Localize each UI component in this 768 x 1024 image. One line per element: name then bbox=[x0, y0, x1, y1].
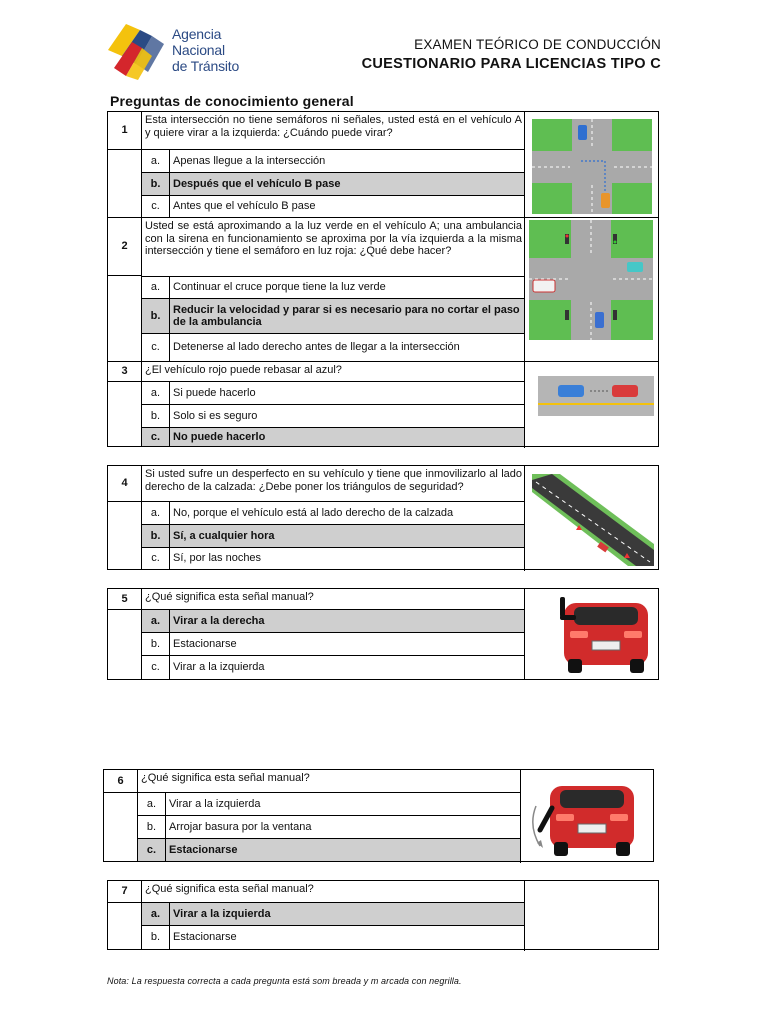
footnote: Nota: La respuesta correcta a cada pregunta está som breada y m arcada con negrilla. bbox=[107, 976, 462, 986]
option-letter: c. bbox=[141, 333, 170, 362]
intersection-diagram-2 bbox=[529, 220, 653, 340]
option-text-correct: Estacionarse bbox=[165, 838, 521, 862]
option-text: Si puede hacerlo bbox=[169, 381, 525, 405]
question-7 bbox=[107, 880, 659, 950]
option-text: Virar a la izquierda bbox=[165, 792, 521, 816]
option-text: Detenerse al lado derecho antes de llegar a la intersección bbox=[169, 333, 525, 362]
intersection-diagram-1 bbox=[532, 119, 652, 214]
option-letter-correct: b. bbox=[141, 524, 170, 548]
option-text: Continuar el cruce porque tiene la luz verde bbox=[169, 276, 525, 299]
option-letter: a. bbox=[137, 792, 166, 816]
option-letter-correct: c. bbox=[141, 427, 170, 447]
option-text: Sí, por las noches bbox=[169, 547, 525, 570]
question-text: ¿Qué significa esta señal manual? bbox=[137, 770, 521, 793]
exam-title: EXAMEN TEÓRICO DE CONDUCCIÓN bbox=[414, 37, 661, 52]
option-letter-correct: b. bbox=[141, 172, 170, 196]
logo-emblem bbox=[106, 20, 168, 82]
option-text: No, porque el vehículo está al lado derecho de la calzada bbox=[169, 501, 525, 525]
option-text-correct: Virar a la derecha bbox=[169, 609, 525, 633]
option-text: Apenas llegue a la intersección bbox=[169, 149, 525, 173]
question-number: 3 bbox=[108, 362, 142, 382]
road-overtake-diagram bbox=[538, 376, 654, 416]
option-letter: a. bbox=[141, 501, 170, 525]
question-5 bbox=[107, 588, 659, 680]
option-text: Solo si es seguro bbox=[169, 404, 525, 428]
question-number: 1 bbox=[108, 112, 142, 150]
option-letter-correct: b. bbox=[141, 298, 170, 334]
logo-text-line2: Nacional bbox=[172, 42, 225, 58]
option-letter: b. bbox=[141, 632, 170, 656]
logo-text-line1: Agencia bbox=[172, 26, 222, 42]
option-text-correct: Después que el vehículo B pase bbox=[169, 172, 525, 196]
question-2 bbox=[107, 217, 659, 362]
question-1 bbox=[107, 111, 659, 218]
car-hand-signal-stop-image bbox=[528, 776, 646, 860]
option-letter-correct: a. bbox=[141, 902, 170, 926]
question-number: 4 bbox=[108, 466, 142, 502]
option-text: Estacionarse bbox=[169, 925, 525, 950]
question-text: Usted se está aproximando a la luz verde en el vehículo A; una ambulancia con la sirena en funcionamiento se aproxima por la vía izquierda a la misma intersección y tiene el semáforo en luz roja: ¿Qué debe hacer? bbox=[141, 218, 525, 277]
car-hand-signal-right-image bbox=[550, 593, 660, 677]
option-text-correct: No puede hacerlo bbox=[169, 427, 525, 447]
question-4 bbox=[107, 465, 659, 570]
option-letter-correct: a. bbox=[141, 609, 170, 633]
question-number: 2 bbox=[108, 218, 142, 276]
agency-logo bbox=[106, 20, 246, 82]
option-text-correct: Sí, a cualquier hora bbox=[169, 524, 525, 548]
exam-subtitle: CUESTIONARIO PARA LICENCIAS TIPO C bbox=[361, 56, 661, 72]
option-text-correct: Reducir la velocidad y parar si es necesario para no cortar el paso de la ambulancia bbox=[169, 298, 525, 334]
section-title: Preguntas de conocimiento general bbox=[110, 93, 354, 109]
question-text: Si usted sufre un desperfecto en su vehículo y tiene que inmovilizarlo al lado derecho de la calzada: ¿Debe poner los triángulos de seguridad? bbox=[141, 466, 525, 502]
question-text: ¿El vehículo rojo puede rebasar al azul? bbox=[141, 362, 525, 382]
option-letter: a. bbox=[141, 149, 170, 173]
option-text-correct: Virar a la izquierda bbox=[169, 902, 525, 926]
option-letter: a. bbox=[141, 381, 170, 405]
option-text: Antes que el vehículo B pase bbox=[169, 195, 525, 218]
question-number: 6 bbox=[104, 770, 138, 793]
option-letter: b. bbox=[137, 815, 166, 839]
question-number: 7 bbox=[108, 881, 142, 903]
question-3 bbox=[107, 361, 659, 447]
question-number: 5 bbox=[108, 589, 142, 610]
question-6 bbox=[103, 769, 654, 862]
question-text: ¿Qué significa esta señal manual? bbox=[141, 589, 525, 610]
option-letter: b. bbox=[141, 404, 170, 428]
option-letter: c. bbox=[141, 655, 170, 680]
option-letter: b. bbox=[141, 925, 170, 950]
option-letter: c. bbox=[141, 547, 170, 570]
option-letter: a. bbox=[141, 276, 170, 299]
question-text: Esta intersección no tiene semáforos ni señales, usted está en el vehículo A y quiere virar a la izquierda: ¿Cuándo puede virar? bbox=[141, 112, 525, 150]
question-text: ¿Qué significa esta señal manual? bbox=[141, 881, 525, 903]
option-letter: c. bbox=[141, 195, 170, 218]
option-text: Virar a la izquierda bbox=[169, 655, 525, 680]
logo-text-line3: de Tránsito bbox=[172, 58, 240, 74]
highway-breakdown-diagram bbox=[532, 474, 654, 566]
option-text: Arrojar basura por la ventana bbox=[165, 815, 521, 839]
option-text: Estacionarse bbox=[169, 632, 525, 656]
option-letter-correct: c. bbox=[137, 838, 166, 862]
